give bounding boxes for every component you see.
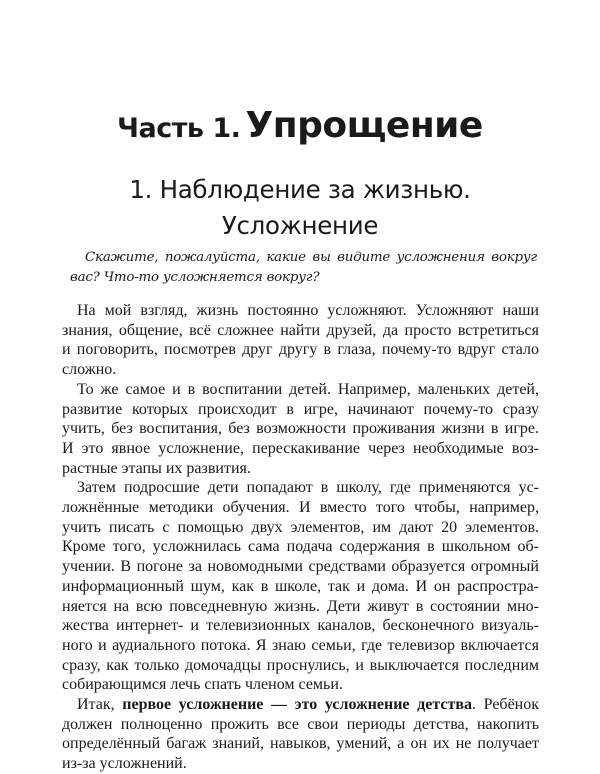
- chapter-title-line: 1. Наблюдение за жизнью.: [129, 175, 471, 204]
- text-run: . Ребёнок: [472, 696, 540, 714]
- question-line: Скажите, пожалуйста, какие вы видите усложнения вокруг: [85, 250, 537, 265]
- body-text: [62, 301, 539, 774]
- text-line: Кроме того, усложнилась сама подача содержания в школьном об-: [62, 538, 539, 556]
- text-line: учить писать с помощью двух элементов, им дают 20 элементов.: [62, 518, 539, 536]
- text-line: жества интернет- и телевизионных каналов, бесконечного визуаль-: [62, 617, 539, 635]
- text-line: ложнённые методики обучения. И вместо того чтобы, например,: [62, 499, 539, 517]
- interview-question: [70, 248, 537, 288]
- paragraph: [62, 380, 539, 479]
- text-line: То же самое и в воспитании детей. Например, маленьких детей,: [77, 380, 539, 398]
- text-line: ного и аудиального потока. Я знаю семьи, где телевизор включается: [62, 636, 539, 654]
- text-line: На мой взгляд, жизнь постоянно усложняют. Усложняют наши: [77, 302, 539, 319]
- text-line: и поговорить, посмотрев друг другу в глаза, почему-то вдруг стало: [62, 341, 539, 359]
- text-line: определённый багаж знаний, навыков, умений, а он их не получает: [62, 735, 539, 753]
- text-line: информационный шум, как в школе, так и дома. И он распростра-: [62, 577, 539, 595]
- part-title-main: Упрощение: [245, 105, 483, 146]
- text-line: растные этапы их развития.: [62, 459, 251, 477]
- text-line: сложно.: [62, 361, 117, 379]
- emphasis-text: первое усложнение — это усложнение детства: [122, 696, 472, 714]
- text-line: И это явное усложнение, перескакивание через необходимые воз-: [62, 439, 539, 457]
- paragraph: [62, 478, 539, 695]
- chapter-title: [40, 172, 560, 244]
- part-title: [0, 105, 600, 146]
- text-line: собирающимся лечь спать членом семьи.: [62, 676, 343, 694]
- question-line: вас? Что-то усложняется вокруг?: [70, 270, 320, 285]
- text-line: учить, без воспитания, без возможности проживания жизни в игре.: [62, 420, 539, 438]
- text-run: Итак,: [77, 696, 115, 714]
- text-line: знания, общение, всё сложнее найти друзей, да просто встретиться: [62, 321, 539, 339]
- text-line: сразу, как только домочадцы проснулись, и выключается последним: [62, 656, 539, 674]
- part-title-prefix: Часть 1.: [117, 113, 241, 144]
- text-line: должен полноценно прожить все свои периоды детства, накопить: [62, 715, 539, 733]
- chapter-title-line: Усложнение: [221, 211, 379, 240]
- text-line: развитие которых происходит в игре, начинают почему-то сразу: [62, 400, 539, 418]
- paragraph: [62, 301, 539, 380]
- text-line: учении. В погоне за новомодными средствами образуется огромный: [62, 558, 539, 576]
- text-line: няется на всю повседневную жизнь. Дети живут в состоянии мно-: [62, 597, 539, 615]
- text-line: [62, 695, 539, 715]
- text-line: Затем подросшие дети попадают в школу, где применяются ус-: [77, 479, 539, 497]
- paragraph: [62, 695, 539, 774]
- text-line: из-за усложнений.: [62, 755, 187, 773]
